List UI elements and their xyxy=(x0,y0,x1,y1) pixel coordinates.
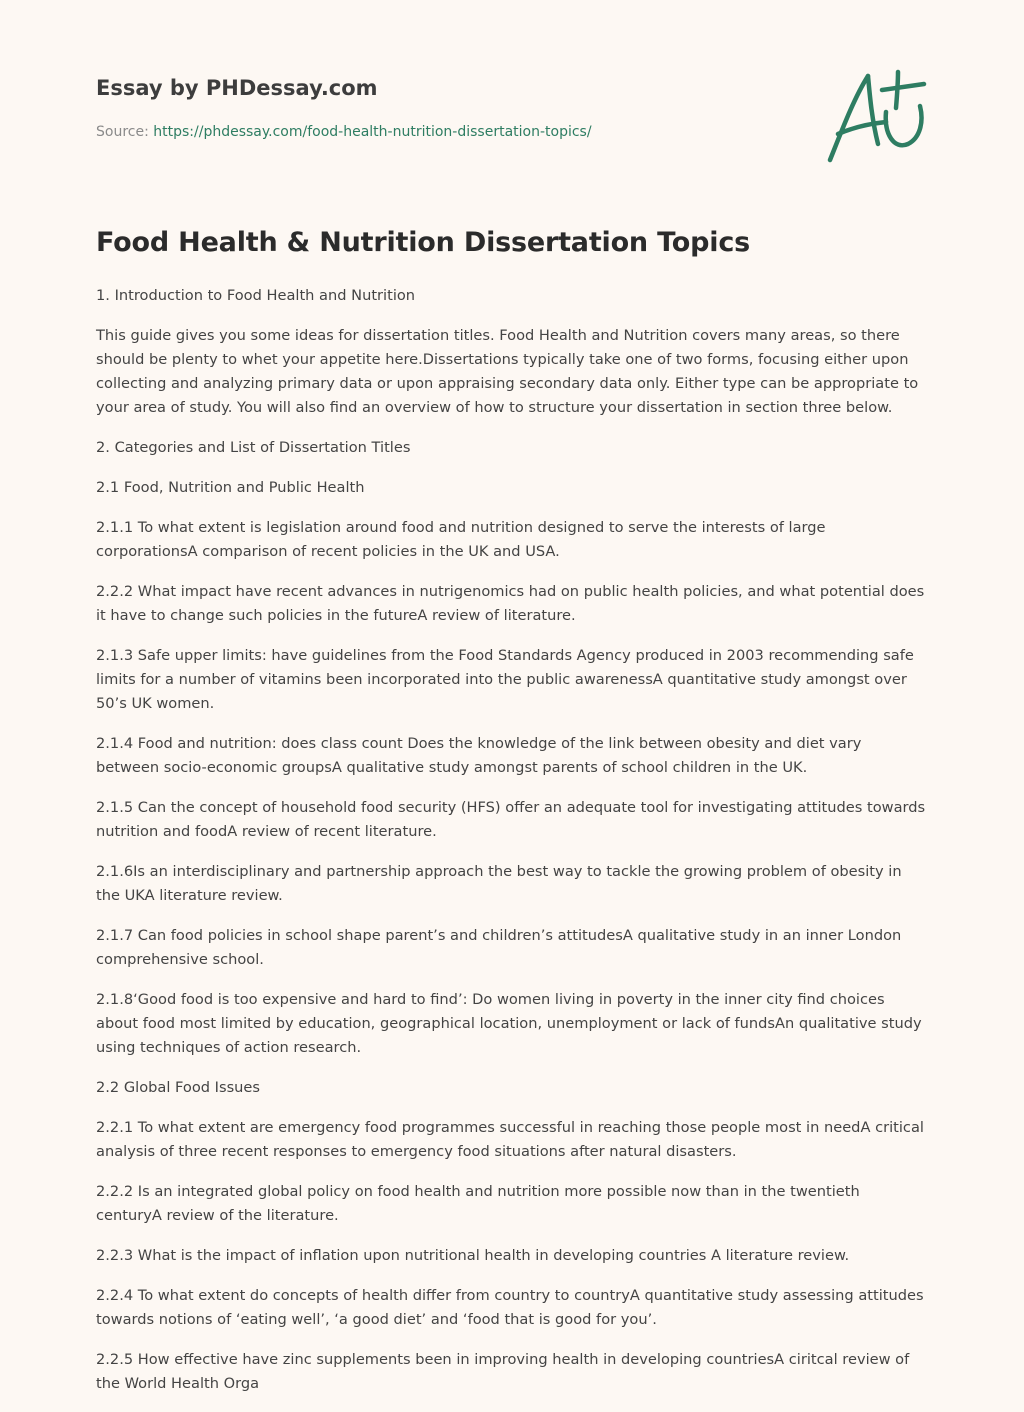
paragraph: 2.1.7 Can food policies in school shape parent’s and children’s attitudesA qualitative study in an inner London comprehensive school. xyxy=(96,927,902,968)
paragraph: This guide gives you some ideas for dissertation titles. Food Health and Nutrition covers many areas, so there should be plenty to whet your appetite here.Dissertations typically take one of two forms, focusing either upon collecting and analyzing primary data or upon appraising secondary data only. Either type can be appropriate to your area of study. You will also find an overview of how to structure your dissertation in section three below. xyxy=(96,327,919,416)
site-title: Essay by PHDessay.com xyxy=(96,76,378,100)
paragraph: 2.1 Food, Nutrition and Public Health xyxy=(96,479,365,496)
source-line xyxy=(96,124,592,140)
paragraph: 2.2.5 How effective have zinc supplements been in improving health in developing countriesA ciritcal review of the World Health Orga xyxy=(96,1351,910,1392)
source-link[interactable]: https://phdessay.com/food-health-nutrition-dissertation-topics/ xyxy=(153,124,592,140)
a-plus-grade-icon xyxy=(824,68,928,164)
paragraph: 2.2.3 What is the impact of inflation upon nutritional health in developing countries A literature review. xyxy=(96,1247,850,1264)
paragraph: 2.1.3 Safe upper limits: have guidelines from the Food Standards Agency produced in 2003 recommending safe limits for a number of vitamins been incorporated into the public awarenessA quantitative study amongst over 50’s UK women. xyxy=(96,647,914,712)
paragraph: 2.1.6Is an interdisciplinary and partnership approach the best way to tackle the growing problem of obesity in the UKA literature review. xyxy=(96,863,902,904)
document-title: Food Health & Nutrition Dissertation Topics xyxy=(96,227,750,258)
paragraph: 2.2 Global Food Issues xyxy=(96,1079,261,1096)
paragraph: 2. Categories and List of Dissertation Titles xyxy=(96,439,411,456)
paragraph: 2.1.4 Food and nutrition: does class count Does the knowledge of the link between obesity and diet vary between socio-economic groupsA qualitative study amongst parents of school children in the UK. xyxy=(96,735,862,776)
document-body xyxy=(96,284,928,1412)
paragraph: 2.2.4 To what extent do concepts of health differ from country to countryA quantitative study assessing attitudes towards notions of ‘eating well’, ‘a good diet’ and ‘food that is good for you’. xyxy=(96,1287,924,1328)
paragraph: 2.2.2 What impact have recent advances in nutrigenomics had on public health policies, and what potential does it have to change such policies in the futureA review of literature. xyxy=(96,583,925,624)
paragraph: 1. Introduction to Food Health and Nutrition xyxy=(96,287,416,304)
paragraph: 2.1.5 Can the concept of household food security (HFS) offer an adequate tool for investigating attitudes towards nutrition and foodA review of recent literature. xyxy=(96,799,926,840)
paragraph: 2.1.1 To what extent is legislation around food and nutrition designed to serve the interests of large corporationsA comparison of recent policies in the UK and USA. xyxy=(96,519,826,560)
paragraph: 2.1.8‘Good food is too expensive and hard to find’: Do women living in poverty in the inner city find choices about food most limited by education, geographical location, unemployment or lack of fundsAn qualitative study using techniques of action research. xyxy=(96,991,922,1056)
paragraph: 2.2.1 To what extent are emergency food programmes successful in reaching those people most in needA critical analysis of three recent responses to emergency food situations after natural disasters. xyxy=(96,1119,924,1160)
source-label: Source: xyxy=(96,124,149,140)
paragraph: 2.2.2 Is an integrated global policy on food health and nutrition more possible now than in the twentieth centuryA review of the literature. xyxy=(96,1183,860,1224)
